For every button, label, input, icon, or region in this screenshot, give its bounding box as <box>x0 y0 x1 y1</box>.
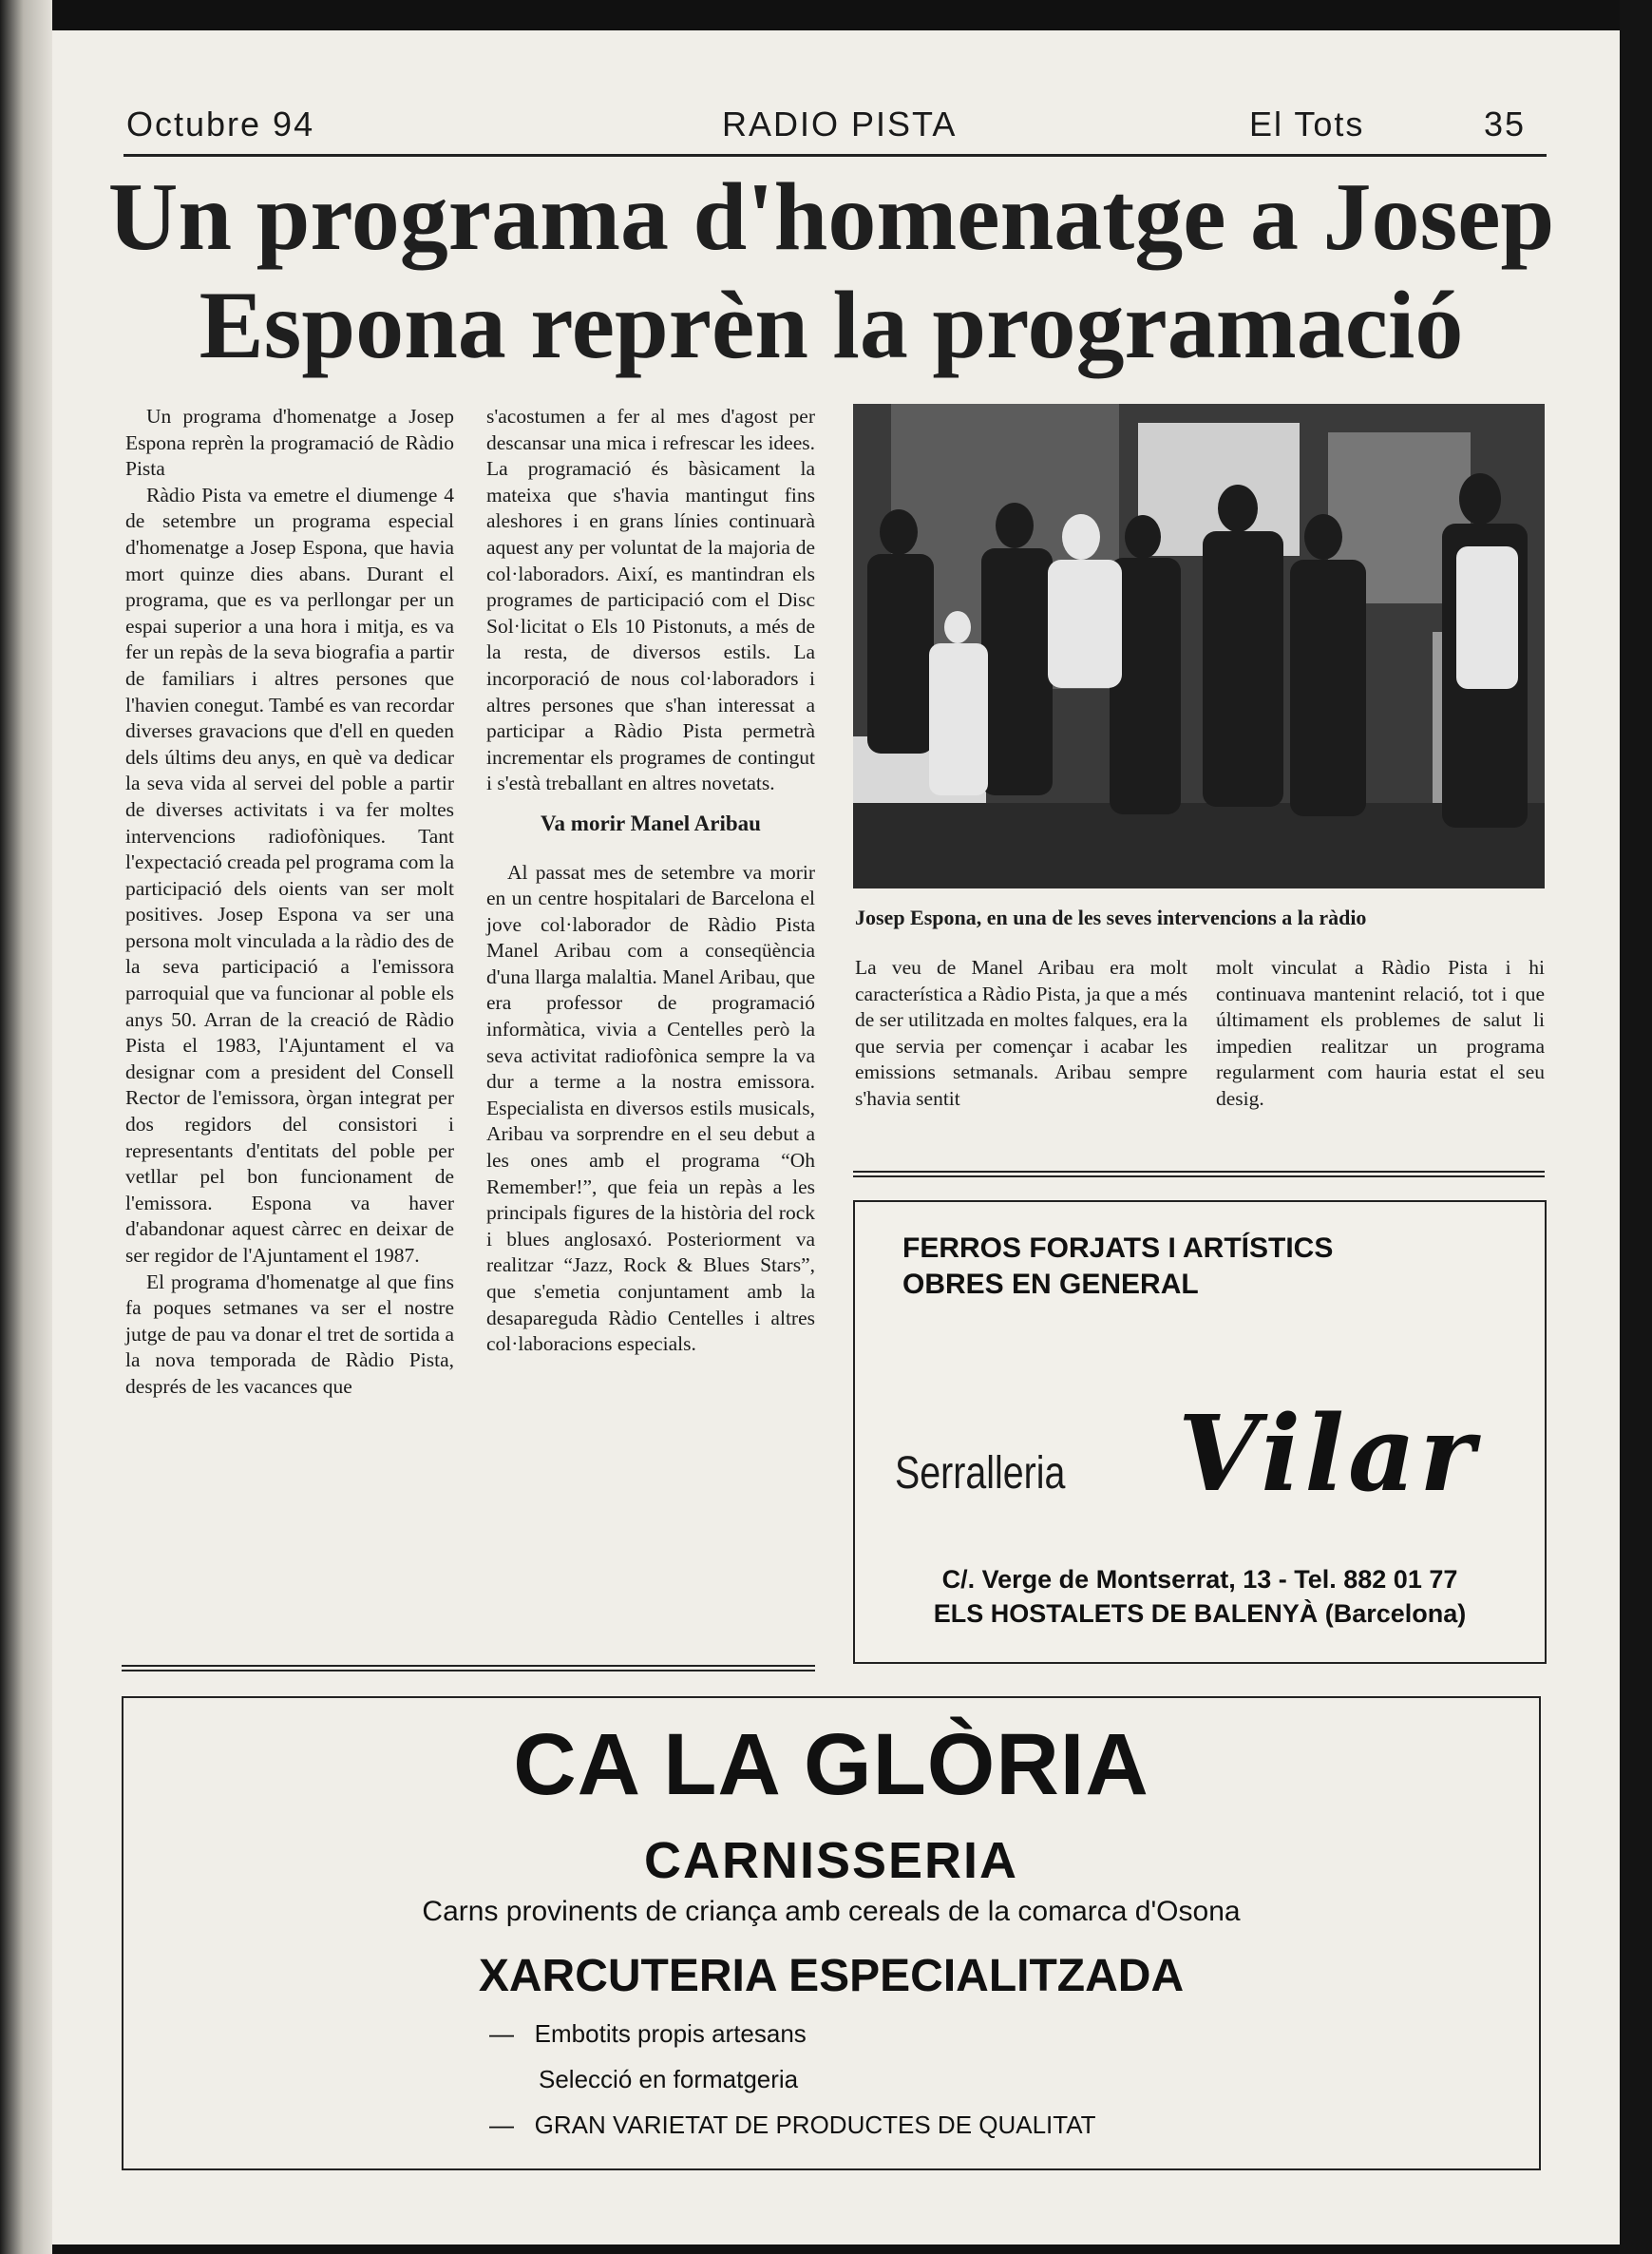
ad-vilar-logo: Vilar <box>1178 1392 1479 1515</box>
ad-gloria-item-text: Selecció en formatgeria <box>539 2065 799 2093</box>
section-divider <box>853 1171 1545 1173</box>
ad-vilar-services <box>902 1231 1333 1303</box>
ad-vilar-address: C/. Verge de Montserrat, 13 - Tel. 882 01 77 <box>941 1565 1458 1594</box>
ad-serralleria-vilar <box>853 1200 1547 1664</box>
ad-gloria-item: — GRAN VARIETAT DE PRODUCTES DE QUALITAT <box>489 2111 1096 2139</box>
header-town: El Tots <box>1249 105 1365 143</box>
photo-illustration <box>853 404 1545 888</box>
ad-gloria-name: CA LA GLÒRIA <box>513 1716 1149 1813</box>
header-month: Octubre 94 <box>126 105 315 143</box>
article-column-4 <box>1216 955 1545 1113</box>
ad-ca-la-gloria <box>122 1696 1541 2170</box>
ad-gloria-type: CARNISSERIA <box>643 1832 1019 1889</box>
ad-gloria-item-text: Embotits propis artesans <box>534 2019 807 2048</box>
headline-line-2: Espona reprèn la programació <box>199 272 1464 379</box>
article-column-3 <box>855 955 1187 1113</box>
article-photo <box>853 404 1545 888</box>
ad-vilar-label: Serralleria <box>895 1448 1066 1499</box>
scan-edge <box>1620 0 1652 2254</box>
article-subhead: Va morir Manel Aribau <box>541 811 761 835</box>
header-section: RADIO PISTA <box>722 105 958 143</box>
ad-gloria-item: — Embotits propis artesans <box>489 2019 807 2048</box>
ad-gloria-item <box>539 2065 798 2094</box>
photo-caption: Josep Espona, en una de les seves intervencions a la ràdio <box>855 906 1367 929</box>
article-paragraph: molt vinculat a Ràdio Pista i hi continuava mantenint relació, tot i que últimament els problemes de salut li impedien realitzar un programa regularment com hauria estat el seu desig. <box>1216 956 1545 1110</box>
article-paragraph: La veu de Manel Aribau era molt característica a Ràdio Pista, ja que a més de ser utilitzada en moltes falques, era la que servia per començar i acabar les emissions setmanals. Aribau sempre s'havia sentit <box>855 956 1187 1110</box>
ad-vilar-line-2: OBRES EN GENERAL <box>902 1269 1199 1300</box>
ad-gloria-tagline: Carns provinents de criança amb cereals de la comarca d'Osona <box>422 1896 1241 1927</box>
article-column-1 <box>125 404 454 1401</box>
binding-spine <box>0 0 52 2254</box>
headline-line-1: Un programa d'homenatge a Josep <box>107 163 1555 271</box>
article-column-2 <box>486 404 815 1358</box>
article-lead: Un programa d'homenatge a Josep Espona reprèn la programació de Ràdio Pista <box>125 405 454 481</box>
section-divider <box>122 1665 815 1667</box>
header-rule <box>123 154 1547 157</box>
ad-vilar-line-1: FERROS FORJATS I ARTÍSTICS <box>902 1232 1334 1264</box>
header-page-number: 35 <box>1484 105 1527 143</box>
article-paragraph: Al passat mes de setembre va morir en un centre hospitalari de Barcelona el jove col·laborador de Ràdio Pista Manel Aribau com a conseqüència d'una llarga malaltia. Manel Aribau, que era professor de programació informàtica, vivia a Centelles però la seva activitat radiofònica sempre la va dur a terme a la nostra emissora. Especialista en diversos estils musicals, Aribau va sorprendre en el seu debut a les ones amb el programa “Oh Remember!”, que feia un repàs a les principals figures de la història del rock i blues anglosaxó. Posteriorment va realitzar “Jazz, Rock & Blues Stars”, que s'emetia conjuntament amb la desapareguda Ràdio Centelles i altres col·laboracions especials. <box>486 860 815 1356</box>
ad-gloria-item-text: GRAN VARIETAT DE PRODUCTES DE QUALITAT <box>534 2111 1096 2139</box>
article-paragraph: El programa d'homenatge al que fins fa poques setmanes va ser el nostre jutge de pau va donar el tret de sortida a la nova temporada de Ràdio Pista, després de les vacances que <box>125 1270 454 1398</box>
ad-vilar-town: ELS HOSTALETS DE BALENYÀ (Barcelona) <box>933 1599 1467 1628</box>
ad-gloria-specialty: XARCUTERIA ESPECIALITZADA <box>478 1951 1185 2001</box>
article-headline <box>85 163 1577 380</box>
article-paragraph: s'acostumen a fer al mes d'agost per descansar una mica i refrescar les idees. La programació és bàsicament la mateixa que s'havia mantingut fins aleshores i en grans línies continuarà aquest any per voluntat de la majoria de col·laboradors. Així, es mantindran els programes de participació com el Disc Sol·licitat o Els 10 Pistonuts, a més de la resta, de diversos estils. La incorporació de nous col·laboradors i altres persones que s'han interessat a participar a Ràdio Pista permetrà incrementar els programes de contingut i s'està treballant en altres novetats. <box>486 405 815 795</box>
article-paragraph: Ràdio Pista va emetre el diumenge 4 de setembre un programa especial d'homenatge a Josep Espona, que havia mort quinze dies abans. Durant el programa, que es va perllongar per un espai superior a una hora i mitja, es va fer un repàs de la seva biografia a partir de familiars i altres persones que l'havien conegut. També es van recordar diverses gravacions que d'ell en queden dels últims deu anys, en què va dedicar la seva vida al servei del poble a partir de diverses activitats i va fer moltes intervencions radiofòniques. Tant l'expectació creada pel programa com la participació dels oients van ser molt positives. Josep Espona va ser una persona molt vinculada a la ràdio des de la seva participació a l'emissora parroquial que va funcionar al poble els anys 50. Arran de la creació de Ràdio Pista el 1983, l'Ajuntament el va designar com a president del Consell Rector de l'emissora, òrgan integrat per dos regidors del consistori i representants d'entitats del poble per vetllar pel bon funcionament de l'emissora. Espona va haver d'abandonar aquest càrrec en deixar de ser regidor de l'Ajuntament el 1987. <box>125 483 454 1267</box>
